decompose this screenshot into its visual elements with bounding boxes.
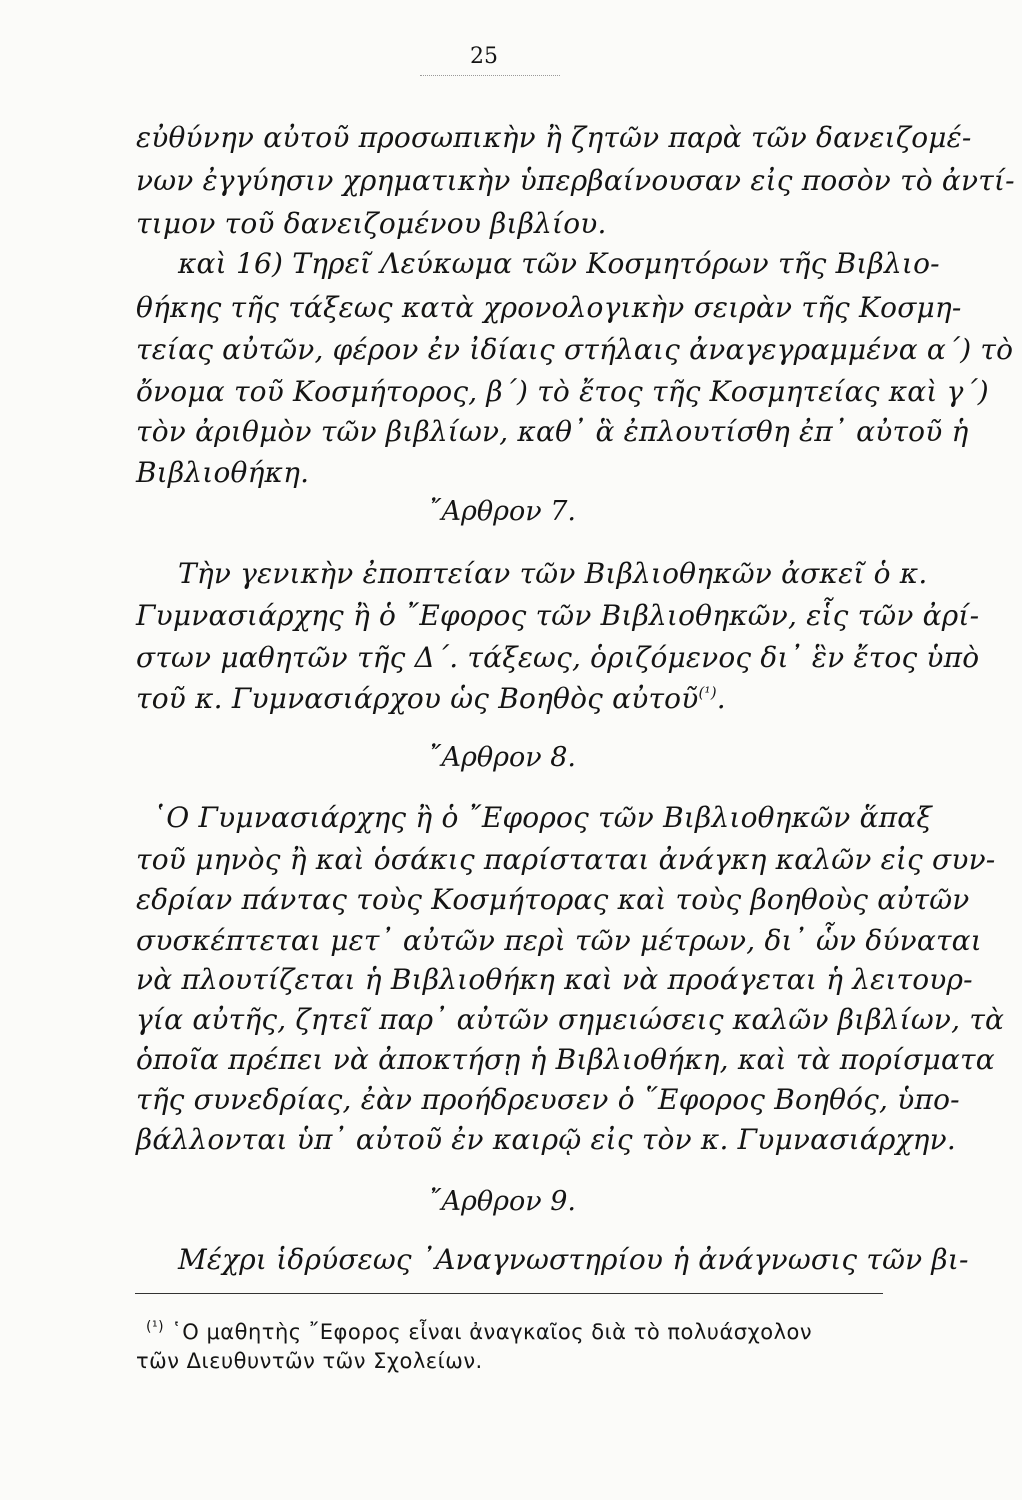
page-number-rule	[420, 75, 560, 76]
article-heading: ῎Αρθρον 8.	[428, 742, 577, 773]
body-line: Γυμνασιάρχης ἢ ὁ ῎Εφορος τῶν Βιβλιοθηκῶν, εἷς τῶν ἀρί-	[136, 599, 980, 632]
body-text: .	[716, 682, 726, 715]
body-line: καὶ 16) Τηρεῖ Λεύκωμα τῶν Κοσμητόρων τῆς Βιβλιο-	[178, 247, 940, 280]
body-line: Βιβλιοθήκη.	[136, 456, 310, 489]
body-line: τὸν ἀριθμὸν τῶν βιβλίων, καθ᾿ ἃ ἐπλουτίσθη ἐπ᾿ αὐτοῦ ἡ	[136, 415, 969, 448]
body-line: εὐθύνην αὐτοῦ προσωπικὴν ἢ ζητῶν παρὰ τῶν δανειζομέ-	[136, 121, 972, 154]
body-line	[136, 681, 726, 717]
body-line: βάλλονται ὑπ᾿ αὐτοῦ ἐν καιρῷ εἰς τὸν κ. Γυμνασιάρχην.	[136, 1123, 956, 1156]
footnote-rule	[135, 1293, 883, 1294]
footnote-text: ῾Ο μαθητὴς ῎Εφορος εἶναι ἀναγκαῖος διὰ τὸ πολυάσχολον	[171, 1320, 813, 1344]
body-line: ῾Ο Γυμνασιάρχης ἢ ὁ ῎Εφορος τῶν Βιβλιοθηκῶν ἅπαξ	[152, 801, 933, 834]
body-line: νὰ πλουτίζεται ἡ Βιβλιοθήκη καὶ νὰ προάγεται ἡ λειτουρ-	[136, 963, 973, 996]
body-line: τείας αὐτῶν, φέρον ἐν ἰδίαις στήλαις ἀναγεγραμμένα α΄) τὸ	[136, 333, 1014, 366]
body-line: νων ἐγγύησιν χρηματικὴν ὑπερβαίνουσαν εἰς ποσὸν τὸ ἀντί-	[136, 164, 1015, 197]
footnote-marker: (¹)	[146, 1319, 165, 1335]
body-line: τιμον τοῦ δανειζομένου βιβλίου.	[136, 207, 607, 240]
body-line: στων μαθητῶν τῆς Δ΄. τάξεως, ὁριζόμενος δι᾿ ἓν ἔτος ὑπὸ	[136, 641, 980, 674]
body-line: εδρίαν πάντας τοὺς Κοσμήτορας καὶ τοὺς βοηθοὺς αὐτῶν	[136, 883, 970, 916]
footnote-reference: (¹)	[698, 683, 717, 702]
body-line: τοῦ μηνὸς ἢ καὶ ὁσάκις παρίσταται ἀνάγκη καλῶν εἰς συν-	[136, 843, 996, 876]
article-heading: ῎Αρθρον 9.	[428, 1186, 577, 1217]
body-text: τοῦ κ. Γυμνασιάρχου ὡς Βοηθὸς αὐτοῦ	[136, 682, 699, 715]
footnote-line	[146, 1312, 812, 1347]
body-line: Μέχρι ἱδρύσεως ᾿Αναγνωστηρίου ἡ ἀνάγνωσις τῶν βι-	[178, 1243, 969, 1276]
body-line: ὄνομα τοῦ Κοσμήτορος, β΄) τὸ ἔτος τῆς Κοσμητείας καὶ γ΄)	[136, 375, 989, 408]
footnote-line: τῶν Διευθυντῶν τῶν Σχολείων.	[136, 1349, 483, 1373]
body-line: γία αὐτῆς, ζητεῖ παρ᾿ αὐτῶν σημειώσεις καλῶν βιβλίων, τὰ	[136, 1003, 1005, 1036]
body-line: Τὴν γενικὴν ἐποπτείαν τῶν Βιβλιοθηκῶν ἀσκεῖ ὁ κ.	[178, 557, 928, 590]
page-number: 25	[470, 44, 498, 69]
body-line: τῆς συνεδρίας, ἐὰν προήδρευσεν ὁ ῞Εφορος Βοηθός, ὑπο-	[136, 1083, 960, 1116]
body-line: συσκέπτεται μετ᾿ αὐτῶν περὶ τῶν μέτρων, δι᾿ ὧν δύναται	[136, 924, 982, 957]
body-line: θήκης τῆς τάξεως κατὰ χρονολογικὴν σειρὰν τῆς Κοσμη-	[136, 291, 962, 324]
body-line: ὁποῖα πρέπει νὰ ἀποκτήσῃ ἡ Βιβλιοθήκη, καὶ τὰ πορίσματα	[136, 1043, 995, 1076]
article-heading: ῎Αρθρον 7.	[428, 496, 577, 527]
